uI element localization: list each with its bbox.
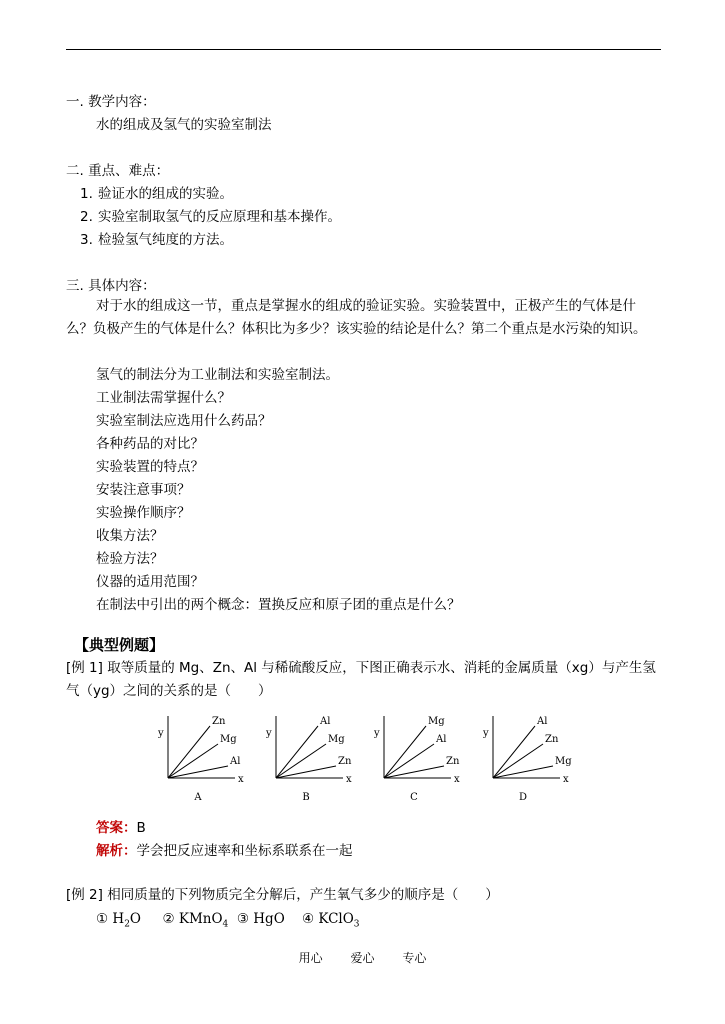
series-label-Al: Al <box>436 734 447 745</box>
example-2-question: [例 2] 相同质量的下列物质完全分解后，产生氧气多少的顺序是（ ） <box>66 887 499 903</box>
series-label-Mg: Mg <box>220 734 237 745</box>
footer-text: 爱心 <box>350 951 375 965</box>
graph-B <box>258 708 358 808</box>
content-line: 实验操作顺序？ <box>96 505 191 521</box>
series-label-Mg: Mg <box>428 716 445 727</box>
list-item <box>80 185 233 203</box>
list-item <box>80 231 233 249</box>
y-axis-label: y <box>158 728 164 739</box>
content-line: 实验室制法应选用什么药品？ <box>96 413 272 429</box>
graph-C <box>366 708 466 808</box>
example-2-options <box>96 910 360 934</box>
y-axis-label: y <box>266 728 272 739</box>
x-axis-label: x <box>563 774 569 785</box>
answer-value: B <box>136 820 146 836</box>
content-line: 收集方法？ <box>96 528 164 544</box>
y-axis-label: y <box>374 728 380 739</box>
x-axis-label: x <box>454 774 460 785</box>
content-line: 实验装置的特点？ <box>96 459 204 475</box>
graph-label: D <box>518 792 528 803</box>
examples-title: 【典型例题】 <box>74 636 165 654</box>
example-1-question: [例 1] 取等质量的 Mg、Zn、Al 与稀硫酸反应，下图正确表示水、消耗的金属质量（xg）与产生氢气（yg）之间的关系的是（ ） <box>66 660 656 699</box>
analysis-text: 学会把反应速率和坐标系联系在一起 <box>136 843 353 859</box>
content-line: 工业制法需掌握什么？ <box>96 390 231 406</box>
list-item <box>80 208 341 226</box>
series-label-Zn: Zn <box>212 716 226 727</box>
section-1-body: 水的组成及氢气的实验室制法 <box>96 117 272 133</box>
series-label-Al: Al <box>537 716 548 727</box>
header-rule <box>66 49 661 50</box>
option: ② KMnO$_4$ <box>162 911 229 930</box>
list-text: 检验氢气纯度的方法。 <box>98 232 233 248</box>
content-line: 安装注意事项？ <box>96 482 191 498</box>
series-label-Zn: Zn <box>338 756 352 767</box>
series-line-Mg <box>384 726 426 778</box>
section-3-heading: 三. 具体内容： <box>66 278 156 294</box>
analysis-label: 解析： <box>96 843 137 859</box>
section-3-paragraph: 对于水的组成这一节，重点是掌握水的组成的验证实验。实验装置中，正极产生的气体是什么？负极产生的气体是什么？体积比为多少？该实验的结论是什么？第二个重点是水污染的知识。 <box>66 298 647 337</box>
series-label-Zn: Zn <box>446 756 460 767</box>
series-line-Al <box>493 726 535 778</box>
series-label-Mg: Mg <box>328 734 345 745</box>
section-2-heading: 二. 重点、难点： <box>66 163 170 179</box>
page-footer <box>0 949 725 966</box>
graph-label: A <box>194 792 202 803</box>
content-line: 各种药品的对比？ <box>96 436 204 452</box>
list-number: 2. <box>80 209 93 225</box>
example-1-graphs <box>150 708 580 808</box>
series-label-Al: Al <box>320 716 331 727</box>
content-line: 氢气的制法分为工业制法和实验室制法。 <box>96 367 339 383</box>
list-number: 3. <box>80 232 93 248</box>
graph-A <box>150 708 250 808</box>
content-line: 在制法中引出的两个概念：置换反应和原子团的重点是什么？ <box>96 597 461 613</box>
answer-label: 答案： <box>96 820 137 836</box>
option: ① $H_2O$ <box>96 911 141 930</box>
footer-text: 用心 <box>298 951 323 965</box>
graph-label: B <box>302 792 310 803</box>
example-1-answer <box>96 819 146 837</box>
series-line-Zn <box>168 726 210 778</box>
x-axis-label: x <box>346 774 352 785</box>
content-line: 检验方法？ <box>96 551 164 567</box>
list-text: 实验室制取氢气的反应原理和基本操作。 <box>98 209 341 225</box>
list-text: 验证水的组成的实验。 <box>98 186 233 202</box>
series-line-Al <box>276 726 318 778</box>
option: ③ HgO <box>236 911 285 927</box>
example-1-analysis <box>96 842 353 860</box>
content-line: 仪器的适用范围？ <box>96 574 204 590</box>
y-axis-label: y <box>483 728 489 739</box>
graph-D <box>475 708 575 808</box>
option: ④ KClO$_3$ <box>301 911 360 930</box>
series-label-Zn: Zn <box>545 734 559 745</box>
section-1-heading: 一. 教学内容： <box>66 94 156 110</box>
series-label-Mg: Mg <box>555 756 572 767</box>
series-label-Al: Al <box>230 756 241 767</box>
graph-label: C <box>410 792 418 803</box>
x-axis-label: x <box>238 774 244 785</box>
footer-text: 专心 <box>402 951 427 965</box>
list-number: 1. <box>80 186 93 202</box>
